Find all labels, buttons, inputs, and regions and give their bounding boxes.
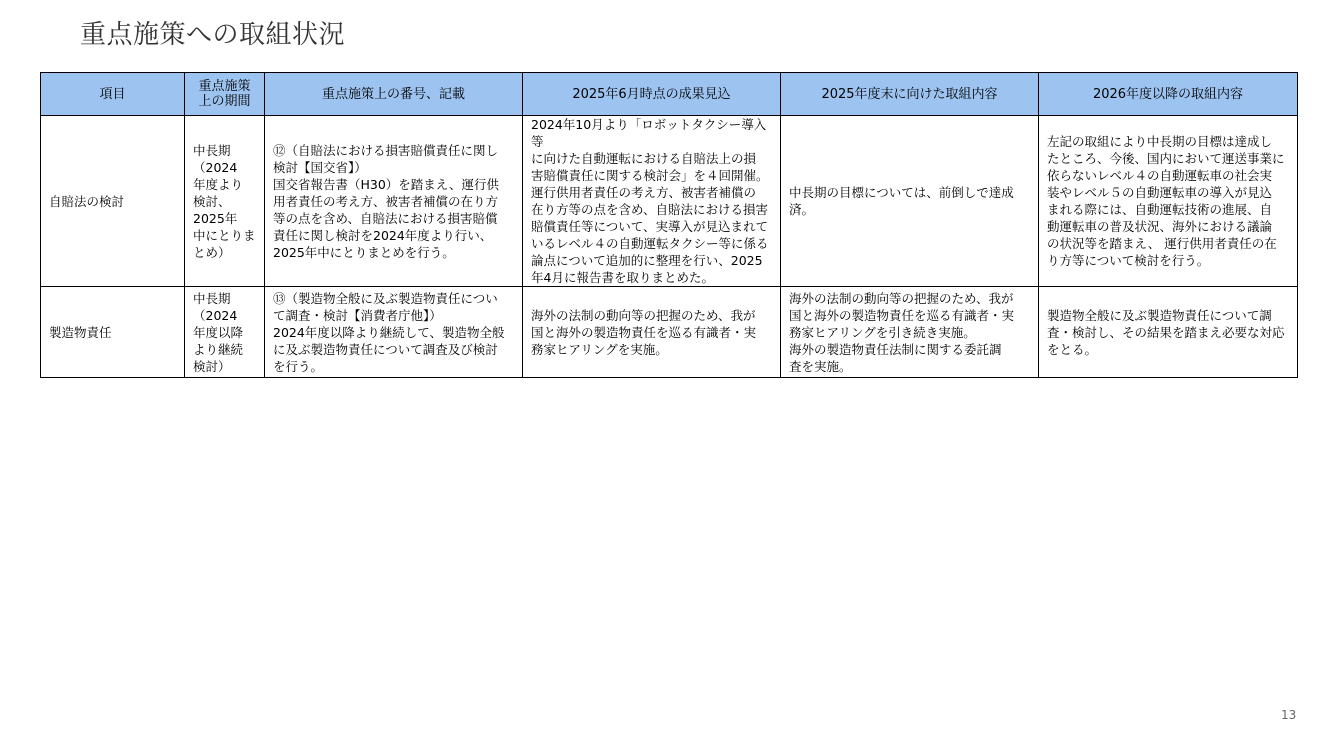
policy-status-table (40, 72, 1298, 378)
cell-period: 中長期 （2024 年度以降 より継続 検討） (185, 287, 265, 378)
table-row (41, 287, 1298, 378)
cell-fy2026: 製造物全般に及ぶ製造物責任について調 査・検討し、その結果を踏まえ必要な対応 をとる。 (1039, 287, 1298, 378)
table-row (41, 116, 1298, 287)
page-title: 重点施策への取組状況 (80, 20, 346, 50)
cell-outcome: 2024年10月より「ロボットタクシー導入等 に向けた自動運転における自賠法上の損 害賠償責任に関する検討会」を４回開催。 運行供用者責任の考え方、被害者補償の 在り方等の点を含め、自賠法における損害 賠償責任等について、実導入が見込まれて いるレベル４の自動運転タクシー等に係る 論点について追加的に整理を行い、2025 年4月に報告書を取りまとめた。 (523, 116, 781, 287)
cell-fy2025: 中長期の目標については、前倒しで達成済。 (781, 116, 1039, 287)
header-period: 重点施策 上の期間 (185, 73, 265, 116)
page-number: 13 (1281, 708, 1297, 722)
cell-fy2025: 海外の法制の動向等の把握のため、我が 国と海外の製造物責任を巡る有識者・実 務家ヒアリングを引き続き実施。 海外の製造物責任法制に関する委託調 査を実施。 (781, 287, 1039, 378)
cell-policy: ⑬（製造物全般に及ぶ製造物責任につい て調査・検討【消費者庁他】） 2024年度以降より継続して、製造物全般 に及ぶ製造物責任について調査及び検討 を行う。 (265, 287, 523, 378)
cell-outcome: 海外の法制の動向等の把握のため、我が 国と海外の製造物責任を巡る有識者・実 務家ヒアリングを実施。 (523, 287, 781, 378)
table-header-row (41, 73, 1298, 116)
cell-topic: 製造物責任 (41, 287, 185, 378)
header-policy: 重点施策上の番号、記載 (265, 73, 523, 116)
header-fy2026: 2026年度以降の取組内容 (1039, 73, 1298, 116)
header-outcome: 2025年6月時点の成果見込 (523, 73, 781, 116)
cell-period: 中長期 （2024 年度より 検討、 2025年 中にとりま とめ） (185, 116, 265, 287)
header-topic: 項目 (41, 73, 185, 116)
cell-fy2026: 左記の取組により中長期の目標は達成し たところ、今後、国内において運送事業に 依らないレベル４の自動運転車の社会実 装やレベル５の自動運転車の導入が見込 まれる際には、自動運転技術の進展、自 動運転車の普及状況、海外における議論 の状況等を踏まえ、 運行供用者責任の在 り方等について検討を行う。 (1039, 116, 1298, 287)
cell-topic: 自賠法の検討 (41, 116, 185, 287)
header-fy2025: 2025年度末に向けた取組内容 (781, 73, 1039, 116)
cell-policy: ⑫（自賠法における損害賠償責任に関し 検討【国交省】） 国交省報告書（H30）を踏まえ、運行供 用者責任の考え方、被害者補償の在り方 等の点を含め、自賠法における損害賠償 責任に関し検討を2024年度より行い、 2025年中にとりまとめを行う。 (265, 116, 523, 287)
